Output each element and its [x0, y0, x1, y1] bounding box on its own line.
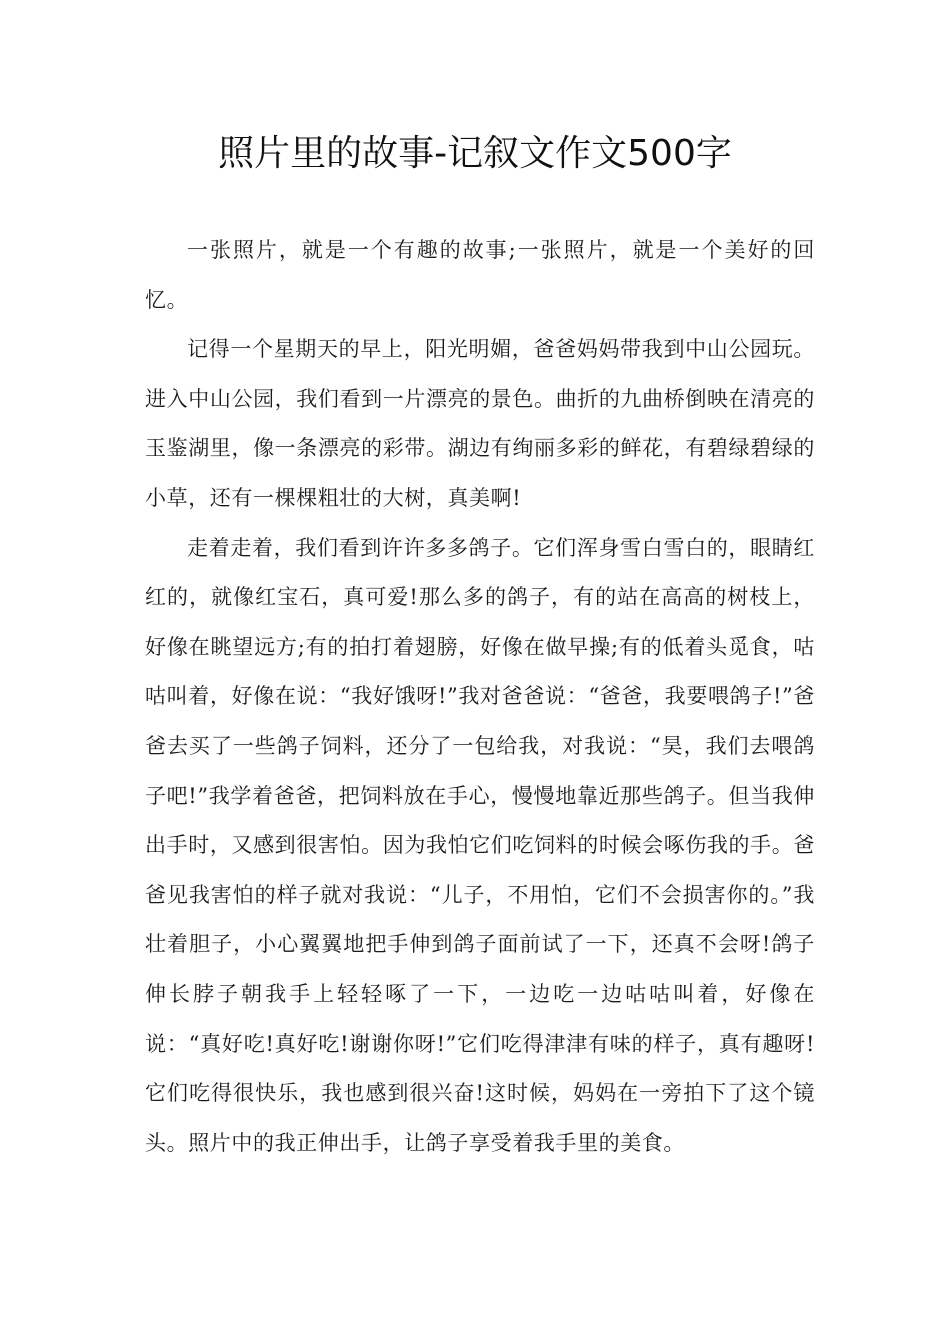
- paragraph-pigeons: 走着走着，我们看到许许多多鸽子。它们浑身雪白雪白的，眼睛红红的，就像红宝石，真可爱!那么多的鸽子，有的站在高高的树枝上，好像在眺望远方;有的拍打着翅膀，好像在做早操;有的低着头觅食，咕咕叫着，好像在说：“我好饿呀!”我对爸爸说：“爸爸，我要喂鸽子!”爸爸去买了一些鸽子饲料，还分了一包给我，对我说：“昊，我们去喂鸽子吧!”我学着爸爸，把饲料放在手心，慢慢地靠近那些鸽子。但当我伸出手时，又感到很害怕。因为我怕它们吃饲料的时候会啄伤我的手。爸爸见我害怕的样子就对我说：“儿子，不用怕，它们不会损害你的。”我壮着胆子，小心翼翼地把手伸到鸽子面前试了一下，还真不会呀!鸽子伸长脖子朝我手上轻轻啄了一下，一边吃一边咕咕叫着，好像在说：“真好吃!真好吃!谢谢你呀!”它们吃得津津有味的样子，真有趣呀!它们吃得很快乐，我也感到很兴奋!这时候，妈妈在一旁拍下了这个镜头。照片中的我正伸出手，让鸽子享受着我手里的美食。: [145, 535, 815, 1155]
- document-title: 照片里的故事-记叙文作文500字: [218, 133, 732, 174]
- paragraph-park: 记得一个星期天的早上，阳光明媚，爸爸妈妈带我到中山公园玩。进入中山公园，我们看到一片漂亮的景色。曲折的九曲桥倒映在清亮的玉鉴湖里，像一条漂亮的彩带。湖边有绚丽多彩的鲜花，有碧绿碧绿的小草，还有一棵棵粗壮的大树，真美啊!: [145, 337, 815, 510]
- document-body: [145, 226, 815, 1168]
- paragraph-intro: 一张照片，就是一个有趣的故事;一张照片，就是一个美好的回忆。: [145, 238, 815, 312]
